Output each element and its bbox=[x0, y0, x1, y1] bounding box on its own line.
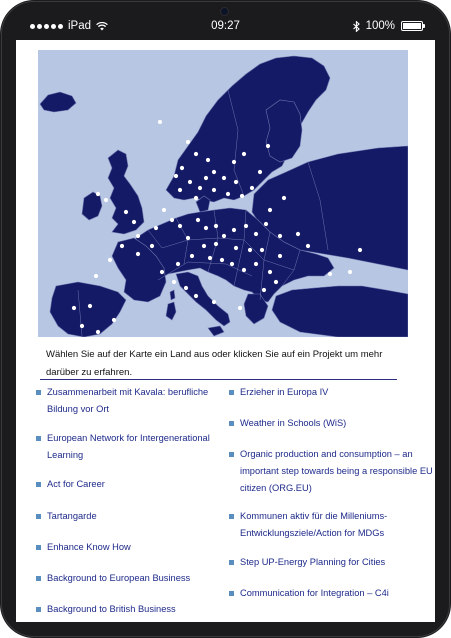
project-link-right-1[interactable]: Erzieher in Europa IV bbox=[240, 387, 329, 397]
project-marker[interactable] bbox=[260, 248, 264, 252]
project-marker[interactable] bbox=[268, 270, 272, 274]
project-marker[interactable] bbox=[240, 194, 244, 198]
project-link-left-6[interactable]: Background to European Business bbox=[47, 573, 191, 583]
project-marker[interactable] bbox=[202, 244, 206, 248]
project-list-item bbox=[229, 554, 435, 571]
project-marker[interactable] bbox=[238, 306, 242, 310]
project-link-left-3[interactable]: Act for Career bbox=[47, 479, 105, 489]
map-instructions: Wählen Sie auf der Karte ein Land aus oder klicken Sie auf ein Projekt um mehr darüber zu erfahren. bbox=[46, 349, 383, 378]
project-marker[interactable] bbox=[136, 234, 140, 238]
project-marker[interactable] bbox=[214, 242, 218, 246]
project-list-item bbox=[36, 508, 222, 525]
project-marker[interactable] bbox=[212, 300, 216, 304]
project-marker[interactable] bbox=[104, 198, 108, 202]
project-marker[interactable] bbox=[208, 256, 212, 260]
project-list-item bbox=[36, 570, 222, 587]
bullet-icon bbox=[36, 545, 41, 550]
bullet-icon bbox=[36, 514, 41, 519]
screen bbox=[16, 40, 435, 622]
project-list-item bbox=[229, 415, 435, 432]
project-marker[interactable] bbox=[190, 254, 194, 258]
project-marker[interactable] bbox=[194, 196, 198, 200]
project-marker[interactable] bbox=[262, 288, 266, 292]
project-marker[interactable] bbox=[222, 234, 226, 238]
project-list-item bbox=[36, 384, 222, 418]
project-marker[interactable] bbox=[232, 160, 236, 164]
project-marker[interactable] bbox=[242, 152, 246, 156]
project-marker[interactable] bbox=[204, 226, 208, 230]
project-list-item bbox=[36, 476, 222, 493]
project-marker[interactable] bbox=[186, 140, 190, 144]
project-marker[interactable] bbox=[282, 196, 286, 200]
status-bar bbox=[16, 14, 435, 40]
project-marker[interactable] bbox=[248, 248, 252, 252]
project-marker[interactable] bbox=[174, 174, 178, 178]
project-marker[interactable] bbox=[94, 274, 98, 278]
project-marker[interactable] bbox=[132, 220, 136, 224]
project-link-left-1[interactable]: Zusammenarbeit mit Kavala: berufliche Bildung vor Ort bbox=[47, 387, 209, 414]
project-link-right-6[interactable]: Communication for Integration – C4i bbox=[240, 588, 389, 598]
project-marker[interactable] bbox=[264, 222, 268, 226]
project-marker[interactable] bbox=[254, 232, 258, 236]
project-marker[interactable] bbox=[206, 158, 210, 162]
project-list-item bbox=[229, 384, 435, 401]
project-link-right-5[interactable]: Step UP-Energy Planning for Cities bbox=[240, 557, 386, 567]
carrier-label: iPad bbox=[68, 20, 92, 32]
bullet-icon bbox=[229, 390, 234, 395]
project-marker[interactable] bbox=[72, 306, 76, 310]
project-marker[interactable] bbox=[234, 180, 238, 184]
project-marker[interactable] bbox=[268, 208, 272, 212]
project-marker[interactable] bbox=[328, 272, 332, 276]
project-marker[interactable] bbox=[274, 280, 278, 284]
project-list-item bbox=[36, 539, 222, 556]
project-marker[interactable] bbox=[306, 244, 310, 248]
country-corsica[interactable] bbox=[170, 290, 175, 300]
project-list-item bbox=[229, 508, 435, 542]
bullet-icon bbox=[229, 591, 234, 596]
project-marker[interactable] bbox=[348, 270, 352, 274]
bullet-icon bbox=[36, 607, 41, 612]
project-marker[interactable] bbox=[278, 234, 282, 238]
project-marker[interactable] bbox=[212, 170, 216, 174]
project-marker[interactable] bbox=[172, 280, 176, 284]
project-marker[interactable] bbox=[358, 248, 362, 252]
project-list-item bbox=[229, 585, 435, 602]
project-marker[interactable] bbox=[188, 180, 192, 184]
project-list-item bbox=[36, 601, 222, 618]
project-marker[interactable] bbox=[154, 226, 158, 230]
project-marker[interactable] bbox=[180, 166, 184, 170]
project-link-right-4[interactable]: Kommunen aktiv für die Milleniums-Entwicklungsziele/Action for MDGs bbox=[240, 511, 388, 538]
project-marker[interactable] bbox=[150, 244, 154, 248]
project-marker[interactable] bbox=[278, 254, 282, 258]
project-marker[interactable] bbox=[178, 224, 182, 228]
project-marker[interactable] bbox=[232, 228, 236, 232]
project-marker[interactable] bbox=[244, 224, 248, 228]
project-marker[interactable] bbox=[222, 176, 226, 180]
project-marker[interactable] bbox=[226, 192, 230, 196]
europe-map[interactable] bbox=[38, 50, 408, 337]
bullet-icon bbox=[229, 421, 234, 426]
project-marker[interactable] bbox=[230, 262, 234, 266]
project-marker[interactable] bbox=[120, 244, 124, 248]
project-marker[interactable] bbox=[176, 262, 180, 266]
clock: 09:27 bbox=[211, 20, 240, 32]
project-marker[interactable] bbox=[158, 120, 162, 124]
bullet-icon bbox=[36, 390, 41, 395]
project-marker[interactable] bbox=[194, 152, 198, 156]
battery-icon bbox=[401, 21, 423, 31]
project-marker[interactable] bbox=[88, 304, 92, 308]
project-marker[interactable] bbox=[296, 232, 300, 236]
bullet-icon bbox=[36, 482, 41, 487]
project-link-left-2[interactable]: European Network for Intergenerational Learning bbox=[47, 433, 210, 460]
project-marker[interactable] bbox=[196, 218, 200, 222]
project-marker[interactable] bbox=[80, 324, 84, 328]
project-marker[interactable] bbox=[250, 186, 254, 190]
bullet-icon bbox=[229, 452, 234, 457]
project-marker[interactable] bbox=[96, 330, 100, 334]
project-marker[interactable] bbox=[124, 210, 128, 214]
project-marker[interactable] bbox=[214, 224, 218, 228]
project-marker[interactable] bbox=[96, 192, 100, 196]
project-list-item bbox=[229, 446, 435, 497]
project-marker[interactable] bbox=[254, 262, 258, 266]
project-marker[interactable] bbox=[170, 218, 174, 222]
project-marker[interactable] bbox=[266, 144, 270, 148]
bullet-icon bbox=[36, 576, 41, 581]
project-marker[interactable] bbox=[198, 186, 202, 190]
project-marker[interactable] bbox=[234, 246, 238, 250]
project-marker[interactable] bbox=[160, 270, 164, 274]
project-marker[interactable] bbox=[212, 188, 216, 192]
project-link-left-4[interactable]: Tartangarde bbox=[47, 511, 97, 521]
bluetooth-icon bbox=[353, 21, 360, 32]
project-link-right-3[interactable]: Organic production and consumption – an important step towards being a responsible EU citizen (ORG.EU) bbox=[240, 449, 433, 493]
project-list-item bbox=[36, 430, 222, 464]
project-marker[interactable] bbox=[204, 176, 208, 180]
project-link-left-5[interactable]: Enhance Know How bbox=[47, 542, 131, 552]
battery-percent: 100% bbox=[365, 20, 395, 32]
bullet-icon bbox=[36, 436, 41, 441]
project-marker[interactable] bbox=[112, 318, 116, 322]
project-marker[interactable] bbox=[186, 236, 190, 240]
project-marker[interactable] bbox=[258, 170, 262, 174]
project-link-right-2[interactable]: Weather in Schools (WiS) bbox=[240, 418, 347, 428]
project-marker[interactable] bbox=[220, 258, 224, 262]
project-marker[interactable] bbox=[108, 258, 112, 262]
project-marker[interactable] bbox=[242, 268, 246, 272]
project-link-left-7[interactable]: Background to British Business bbox=[47, 604, 176, 614]
bullet-icon bbox=[229, 560, 234, 565]
project-marker[interactable] bbox=[136, 252, 140, 256]
project-marker[interactable] bbox=[194, 294, 198, 298]
project-marker[interactable] bbox=[184, 286, 188, 290]
bullet-icon bbox=[229, 514, 234, 519]
project-marker[interactable] bbox=[162, 208, 166, 212]
project-marker[interactable] bbox=[178, 188, 182, 192]
divider bbox=[40, 379, 397, 380]
